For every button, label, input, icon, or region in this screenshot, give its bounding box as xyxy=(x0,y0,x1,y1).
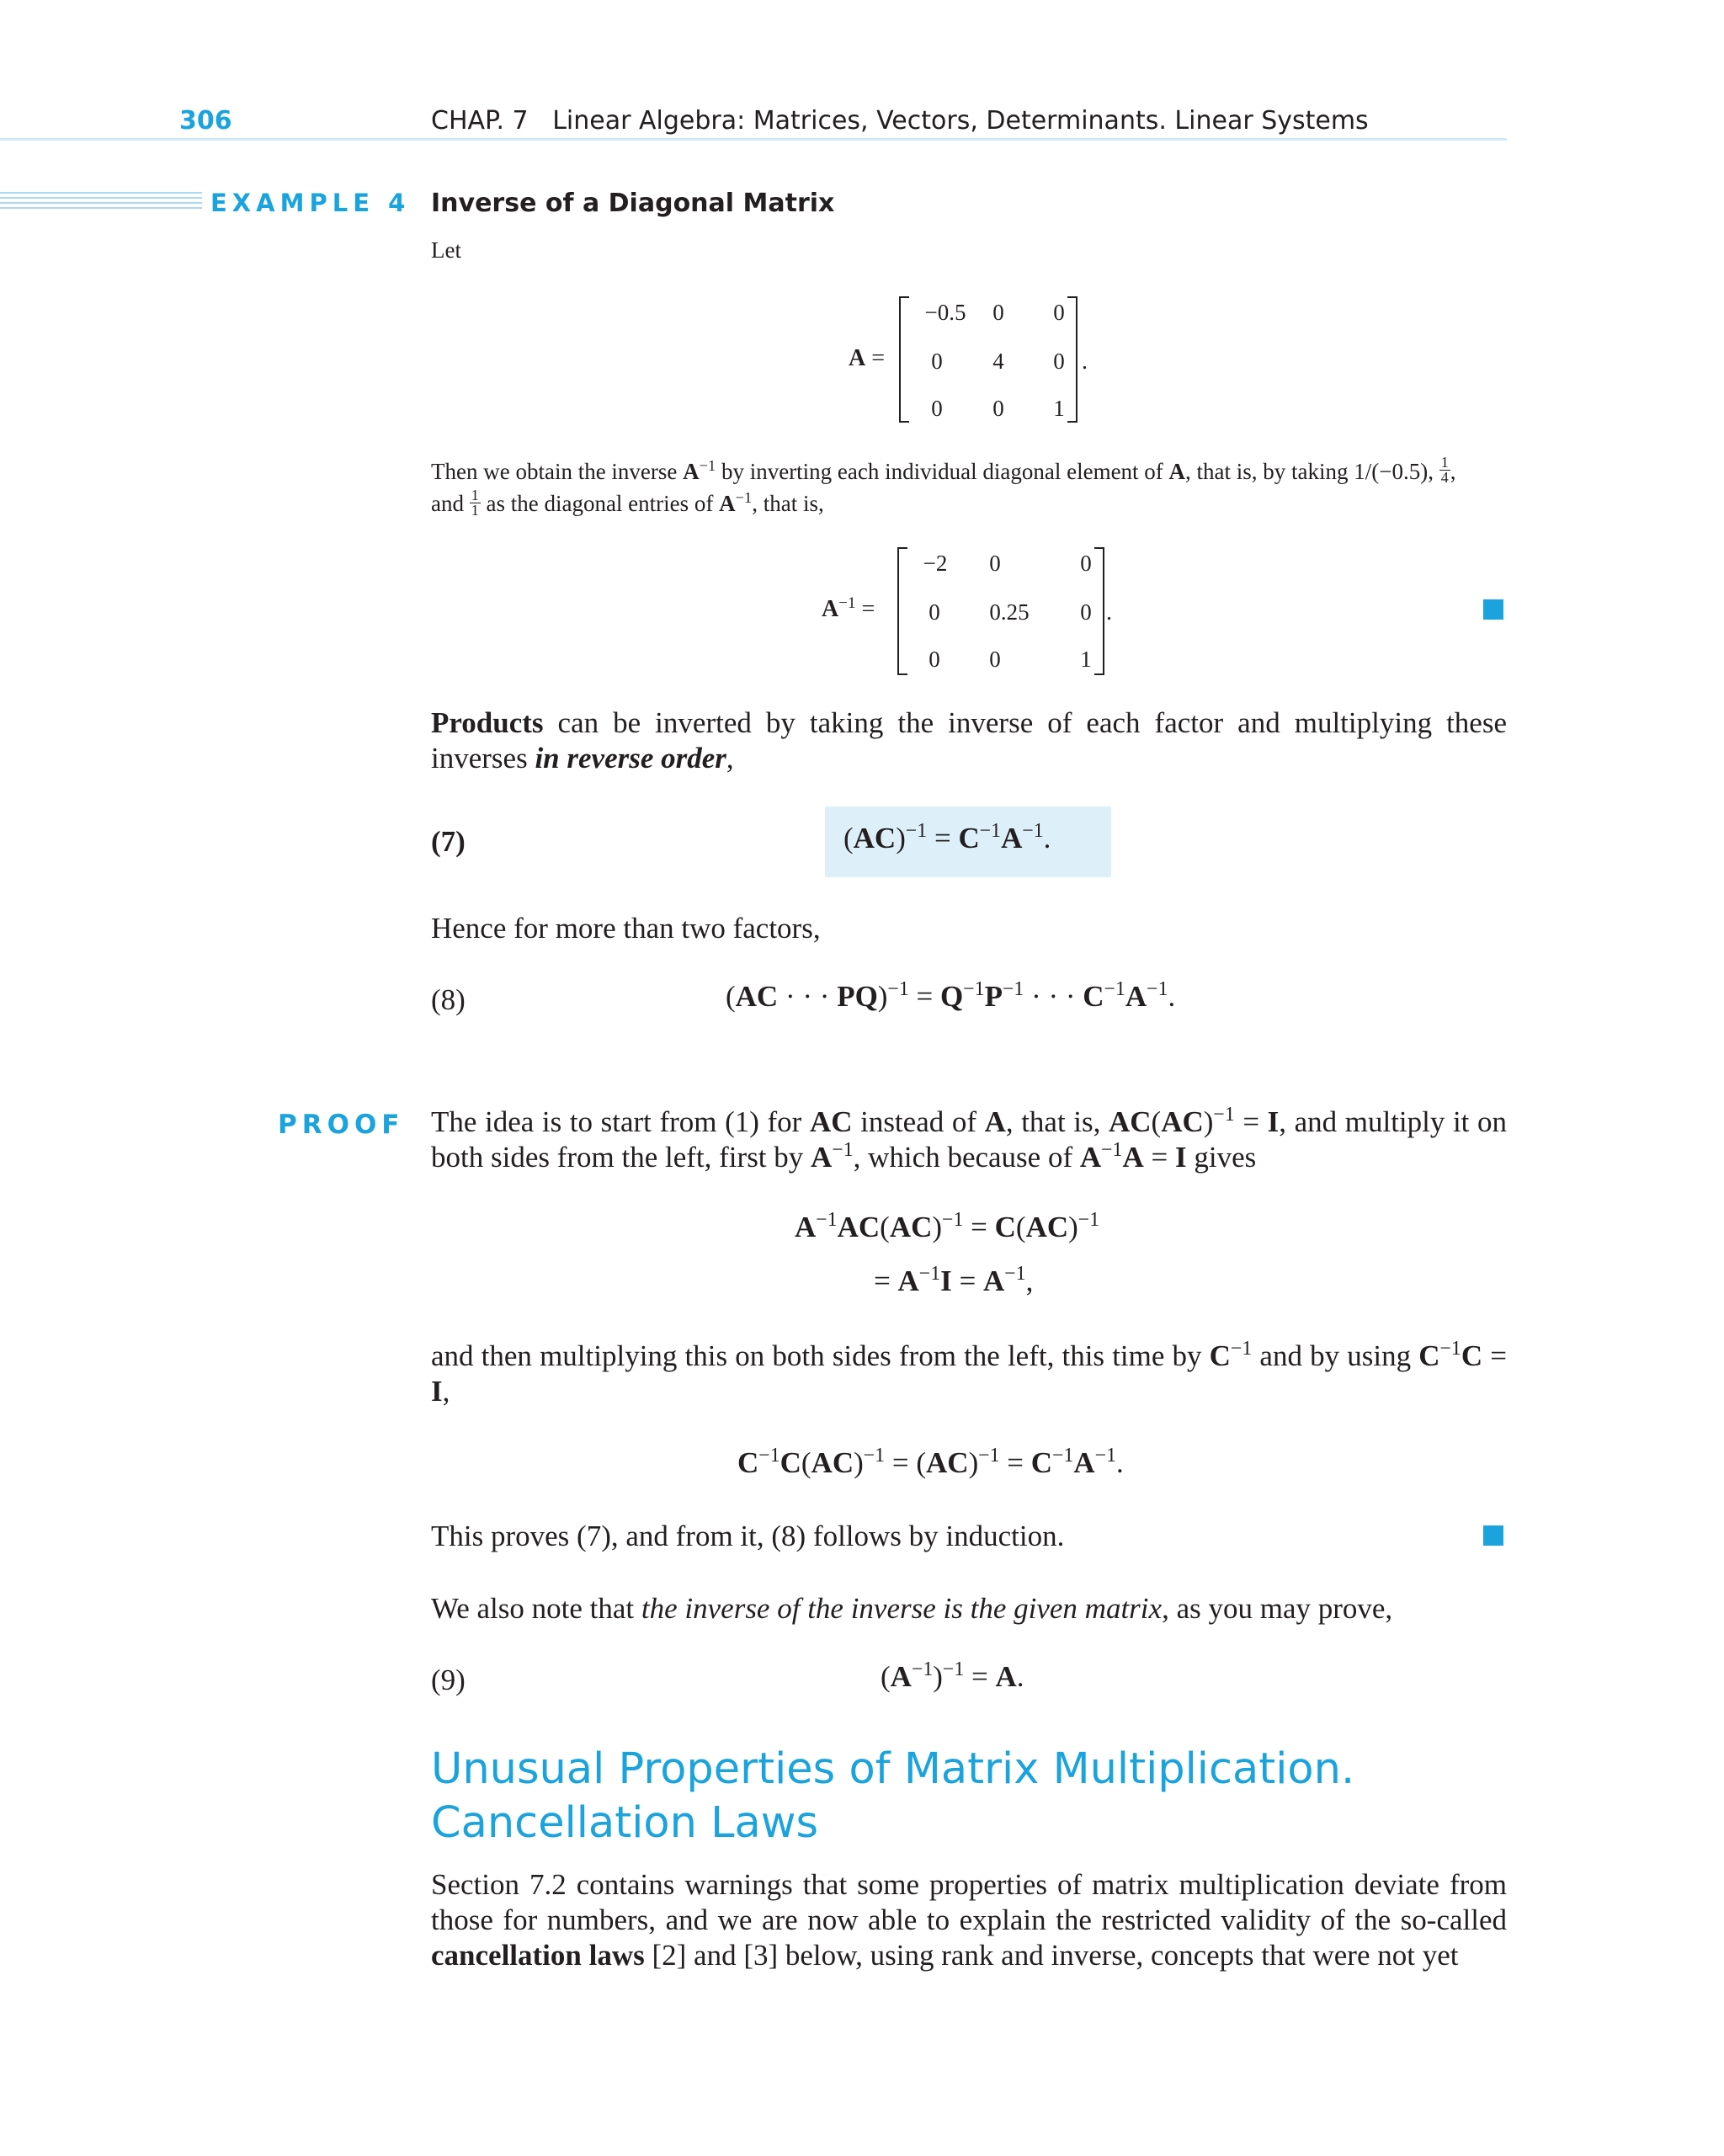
matrix-a-cell: 0 xyxy=(992,300,1004,325)
matrix-a-cell: 0 xyxy=(992,396,1004,421)
equation-8: (AC · · · $PQ)^{-1} = Q^{-1}P^{-1}$ · · · $C^{-1}A^{-1}$. xyxy=(726,977,1176,1013)
matrix-a-inverse-cell: 0 xyxy=(1080,551,1092,576)
equation-8-number: (8) xyxy=(431,983,466,1016)
matrix-a-inverse-cell: 0 xyxy=(929,599,940,625)
matrix-a-inverse-cell: 0 xyxy=(989,647,1001,672)
matrix-a-inverse-equals: = xyxy=(861,596,875,622)
products-paragraph: Products can be inverted by taking the inverse of each factor and multiplying these inverses in reverse order, xyxy=(431,706,1507,775)
proof-equation-line-2: = $A^{-1}I = A^{-1}$, xyxy=(874,1262,1034,1297)
proof-paragraph-1: The idea is to start from (1) for AC instead of A, that is, AC(AC)$^{-1}$ = I, and multiply it on both sides from the left, first by $A^{-1}$, which because of $A^{-1}A = I$ gives xyxy=(431,1103,1508,1174)
example-decoration-lines xyxy=(0,192,202,212)
matrix-a-period: . xyxy=(1082,349,1088,375)
section-heading-line-1: Unusual Properties of Matrix Multiplication. xyxy=(431,1744,1355,1794)
section-heading-line-2: Cancellation Laws xyxy=(431,1798,819,1848)
matrix-a-cell: 0 xyxy=(931,396,943,421)
matrix-a-inverse-cell: 0 xyxy=(989,551,1001,576)
let-text: Let xyxy=(431,237,461,263)
header-rule xyxy=(0,138,1507,141)
matrix-a-cell: 4 xyxy=(992,349,1004,374)
proof-paragraph-2: and then multiplying this on both sides from the left, this time by $C^{-1}$ and by using $C^{-1}C = I$, xyxy=(431,1337,1507,1408)
equation-9-number: (9) xyxy=(431,1664,466,1696)
hence-text: Hence for more than two factors, xyxy=(431,912,821,945)
section-paragraph: Section 7.2 contains warnings that some properties of matrix multiplication deviate from those for numbers, and we are now able to explain the restricted validity of the so-called cancellation laws [2] and [3] below, using rank and inverse, concepts that were not yet xyxy=(431,1868,1507,1972)
matrix-a-inverse-left-bracket xyxy=(897,547,907,675)
matrix-a-cell: 1 xyxy=(1053,396,1065,421)
matrix-a-inverse-cell: 0 xyxy=(929,647,940,672)
proof-equation-3: $C^{-1}C(AC)^{-1} = (AC)^{-1} = C^{-1}A^{-1}$. xyxy=(737,1444,1124,1479)
matrix-a-cell: 0 xyxy=(931,349,943,374)
proof-conclusion: This proves (7), and from it, (8) follows by induction. xyxy=(431,1520,1065,1552)
end-of-example-marker xyxy=(1483,599,1503,620)
example-explanation: Then we obtain the inverse $A^{-1}$ by inverting each individual diagonal element of A, that is, by taking 1/(−0.5), $\frac{1}{4}$ , and $\frac{1}{1}$ as the diagonal entries of $A^{-1}$, that is, xyxy=(431,454,1456,519)
inverse-note-paragraph: We also note that the inverse of the inverse is the given matrix, as you may prove, xyxy=(431,1592,1393,1625)
matrix-a-cell: 0 xyxy=(1053,349,1065,374)
matrix-a-inverse-cell: 1 xyxy=(1080,647,1092,672)
running-head: CHAP. 7 Linear Algebra: Matrices, Vectors, Determinants. Linear Systems xyxy=(431,106,1369,136)
equation-9: $(A^{-1})^{-1} = A$. xyxy=(881,1658,1024,1693)
equation-7-number: (7) xyxy=(431,825,466,858)
matrix-a-inverse-cell: 0.25 xyxy=(989,599,1030,625)
matrix-a-equals: = xyxy=(871,345,886,371)
matrix-a-cell: −0.5 xyxy=(924,300,966,325)
example-label: EXAMPLE 4 xyxy=(210,189,411,217)
matrix-a-inverse-period: . xyxy=(1106,599,1112,626)
proof-label: PROOF xyxy=(278,1110,405,1140)
proof-equation-line-1: $A^{-1}AC(AC)^{-1} = C(AC)^{-1}$ xyxy=(795,1208,1100,1243)
section-heading xyxy=(431,1743,1354,1850)
end-of-proof-marker xyxy=(1483,1525,1503,1546)
example-title: Inverse of a Diagonal Matrix xyxy=(431,189,835,218)
matrix-a-cell: 0 xyxy=(1053,300,1065,325)
equation-7: $(AC)^{-1} = C^{-1}A^{-1}$. xyxy=(843,819,1051,854)
matrix-a-inverse-cell: −2 xyxy=(923,551,948,576)
page-number: 306 xyxy=(179,106,232,136)
matrix-a-left-bracket xyxy=(899,296,909,423)
matrix-a-inverse-cell: 0 xyxy=(1080,599,1092,625)
